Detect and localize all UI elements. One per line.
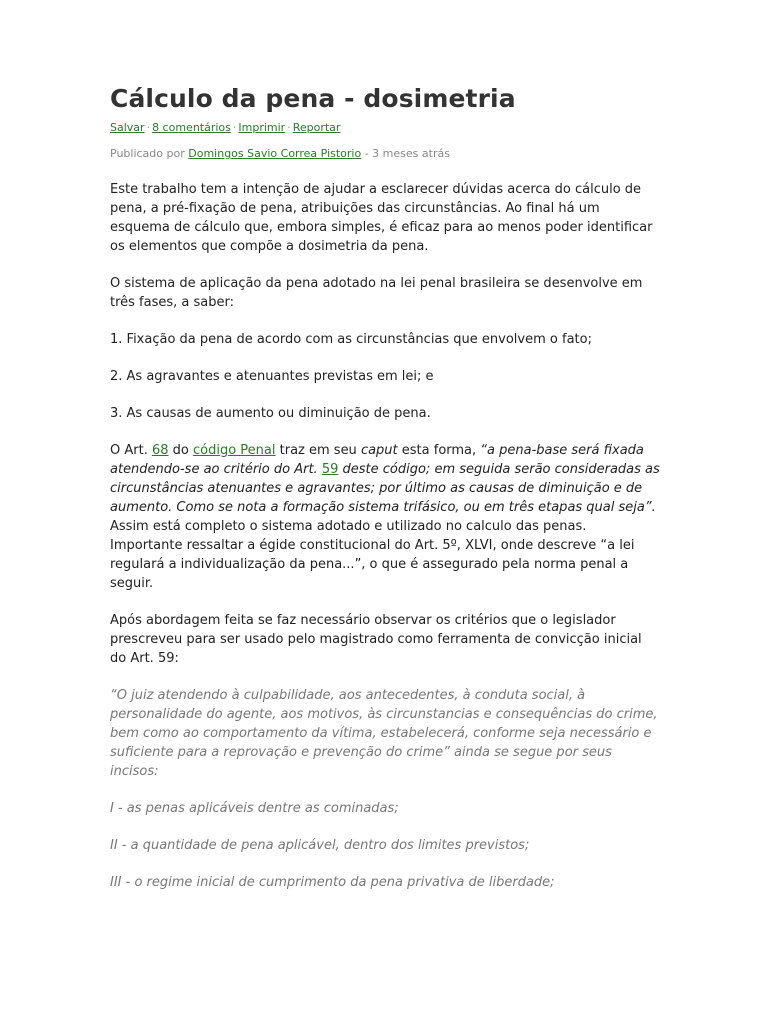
codigo-penal-link[interactable]: código Penal bbox=[193, 443, 276, 458]
text-span: do bbox=[168, 443, 193, 458]
separator: · bbox=[146, 121, 151, 134]
quote-item: III - o regime inicial de cumprimento da pena privativa de liberdade; bbox=[110, 875, 555, 890]
paragraph: O sistema de aplicação da pena adotado na lei penal brasileira se desenvolve em três fases, a saber: bbox=[110, 276, 643, 310]
article bbox=[110, 82, 660, 910]
byline bbox=[110, 146, 660, 162]
separator: · bbox=[287, 121, 291, 134]
list-item: 3. As causas de aumento ou diminuição de pena. bbox=[110, 406, 431, 421]
comments-link[interactable]: 8 comentários bbox=[152, 121, 231, 134]
byline-time: - 3 meses atrás bbox=[364, 147, 450, 160]
text-span: O Art. bbox=[110, 443, 152, 458]
blockquote: “O juiz atendendo à culpabilidade, aos antecedentes, à conduta social, à personalidade do agente, aos motivos, às circunstancias e consequências do crime, bem como ao comportamento da vítima, estabelecerá, conforme seja necessário e suficiente para a reprovação e prevenção do crime” ainda se segue por seus incisos: bbox=[110, 688, 658, 779]
quote-part: deste código; em seguida serão consideradas as circunstâncias atenuantes e agravantes; por último as causas de diminuição e de aumento. Como se nota a formação sistema trifásico, ou em três etapas qual seja”. bbox=[110, 462, 660, 515]
text-span: traz em seu bbox=[275, 443, 361, 458]
list-item: 2. As agravantes e atenuantes previstas em lei; e bbox=[110, 369, 434, 384]
quote-item: I - as penas aplicáveis dentre as cominadas; bbox=[110, 801, 399, 816]
article-actions bbox=[110, 120, 660, 136]
report-link[interactable]: Reportar bbox=[292, 121, 341, 134]
paragraph: Após abordagem feita se faz necessário observar os critérios que o legislador prescreveu para ser usado pelo magistrado como ferramenta de convicção inicial do Art. 59: bbox=[110, 613, 642, 666]
art-59-link[interactable]: 59 bbox=[321, 462, 339, 477]
caput-term: caput bbox=[360, 443, 398, 458]
byline-prefix: Publicado por bbox=[110, 147, 185, 160]
list-item: 1. Fixação da pena de acordo com as circunstâncias que envolvem o fato; bbox=[110, 332, 592, 347]
text-span: Assim está completo o sistema adotado e utilizado no calculo das penas. Importante ressaltar a égide constitucional do Art. 5º, XLVI, onde descreve “a lei regulará a individualização da pena...”, o que é assegurado pela norma penal a seguir. bbox=[110, 519, 635, 591]
author-link[interactable]: Domingos Savio Correa Pistorio bbox=[188, 147, 362, 160]
separator: · bbox=[232, 121, 237, 134]
paragraph: Este trabalho tem a intenção de ajudar a esclarecer dúvidas acerca do cálculo de pena, a pré-fixação de pena, atribuições das circunstâncias. Ao final há um esquema de cálculo que, embora simples, é eficaz para ao menos poder identificar os elementos que compõe a dosimetria da pena. bbox=[110, 182, 653, 254]
article-body bbox=[110, 180, 660, 892]
quote-part: “a pena-base será fixada atendendo-se ao critério do Art. bbox=[110, 443, 644, 477]
paragraph bbox=[110, 441, 660, 593]
quote-item: II - a quantidade de pena aplicável, dentro dos limites previstos; bbox=[110, 838, 530, 853]
save-link[interactable]: Salvar bbox=[110, 121, 145, 134]
text-span: esta forma, bbox=[397, 443, 481, 458]
page-title: Cálculo da pena - dosimetria bbox=[110, 84, 516, 113]
print-link[interactable]: Imprimir bbox=[238, 121, 286, 134]
art-68-link[interactable]: 68 bbox=[151, 443, 169, 458]
